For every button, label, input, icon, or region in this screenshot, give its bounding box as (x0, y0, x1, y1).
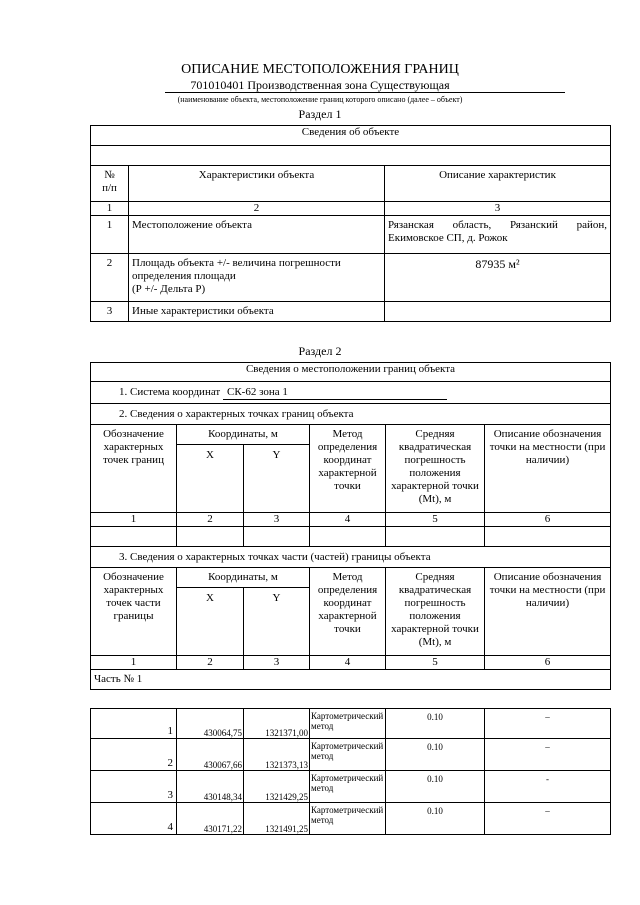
coordinate-system-label: 1. Система координат (119, 386, 221, 398)
object-name-note: (наименование объекта, местоположение границ которого описано (далее – объект) (177, 95, 463, 104)
description-header: Описание обозначения точки на местности (при наличии) (485, 568, 611, 656)
index-cell: 2 (177, 513, 244, 527)
col-desc-header: Описание характеристик (385, 166, 611, 202)
index-cell: 2 (129, 202, 385, 216)
object-info-caption: Сведения об объекте (91, 126, 611, 146)
col-number-header: № п/п (91, 166, 129, 202)
point-accuracy: 0.10 (386, 803, 485, 835)
table-row: 3 Иные характеристики объекта (91, 302, 611, 322)
designation-header: Обозначение характерных точек границ (91, 425, 177, 513)
point-x: 430171,22 (177, 803, 244, 835)
coords-header: Координаты, м (177, 425, 310, 445)
index-cell: 2 (177, 656, 244, 670)
point-method: Картометрический метод (310, 739, 386, 771)
point-accuracy: 0.10 (386, 709, 485, 739)
point-accuracy: 0.10 (386, 739, 485, 771)
object-name-underline (165, 92, 565, 93)
point-y: 1321373,13 (244, 739, 310, 771)
designation-part-header: Обозначение характерных точек части границы (91, 568, 177, 656)
point-y: 1321491,25 (244, 803, 310, 835)
area-value: 87935 м² (385, 254, 611, 302)
point-number: 4 (91, 803, 177, 835)
point-number: 1 (91, 709, 177, 739)
table-row (91, 739, 611, 771)
boundary-table (90, 362, 611, 690)
table-row: 1 Местоположение объекта Рязанская область, Рязанский район, Екимовское СП, д. Рожок (91, 216, 611, 254)
location-value: Рязанская область, Рязанский район, Екимовское СП, д. Рожок (385, 216, 611, 254)
page-title: ОПИСАНИЕ МЕСТОПОЛОЖЕНИЯ ГРАНИЦ (181, 62, 459, 77)
table-row (91, 803, 611, 835)
point-description: – (485, 739, 611, 771)
index-cell: 1 (91, 513, 177, 527)
index-cell: 3 (244, 656, 310, 670)
x-header: X (177, 588, 244, 656)
point-y: 1321371,00 (244, 709, 310, 739)
empty-row (91, 146, 611, 166)
section1-title: Раздел 1 (298, 107, 342, 121)
index-cell: 6 (485, 513, 611, 527)
accuracy-header: Средняя квадратическая погрешность положения характерной точки (Mt), м (386, 425, 485, 513)
points-title: 2. Сведения о характерных точках границ объекта (91, 404, 611, 425)
col-char-header: Характеристики объекта (129, 166, 385, 202)
point-method: Картометрический метод (310, 771, 386, 803)
point-description: – (485, 709, 611, 739)
points-table (90, 708, 611, 835)
y-header: Y (244, 445, 310, 513)
point-method: Картометрический метод (310, 803, 386, 835)
section2-title: Раздел 2 (298, 344, 342, 358)
index-cell: 3 (385, 202, 611, 216)
x-header: X (177, 445, 244, 513)
object-info-table (90, 125, 611, 322)
point-x: 430064,75 (177, 709, 244, 739)
y-header: Y (244, 588, 310, 656)
index-cell: 5 (386, 656, 485, 670)
index-cell: 1 (91, 202, 129, 216)
parts-title: 3. Сведения о характерных точках части (частей) границы объекта (91, 547, 611, 568)
index-cell: 4 (310, 656, 386, 670)
coordinate-system-value: СК-62 зона 1 (223, 386, 447, 400)
table-row (91, 709, 611, 739)
index-cell: 4 (310, 513, 386, 527)
table-row: 2 Площадь объекта +/- величина погрешности определения площади (Р +/- Дельта Р) 87935 м² (91, 254, 611, 302)
table-row (91, 771, 611, 803)
coordinate-system-row (91, 382, 611, 404)
method-header: Метод определения координат характерной точки (310, 568, 386, 656)
part-label: Часть № 1 (91, 670, 611, 690)
accuracy-header: Средняя квадратическая погрешность положения характерной точки (Mt), м (386, 568, 485, 656)
point-x: 430067,66 (177, 739, 244, 771)
point-number: 2 (91, 739, 177, 771)
index-cell: 3 (244, 513, 310, 527)
point-x: 430148,34 (177, 771, 244, 803)
point-number: 3 (91, 771, 177, 803)
index-cell: 6 (485, 656, 611, 670)
boundary-caption: Сведения о местоположении границ объекта (91, 363, 611, 382)
object-name: 701010401 Производственная зона Существующая (190, 78, 450, 92)
point-accuracy: 0.10 (386, 771, 485, 803)
point-description: - (485, 771, 611, 803)
point-description: – (485, 803, 611, 835)
coords-header: Координаты, м (177, 568, 310, 588)
description-header: Описание обозначения точки на местности (при наличии) (485, 425, 611, 513)
point-method: Картометрический метод (310, 709, 386, 739)
method-header: Метод определения координат характерной точки (310, 425, 386, 513)
index-cell: 1 (91, 656, 177, 670)
point-y: 1321429,25 (244, 771, 310, 803)
empty-row (91, 527, 611, 547)
index-cell: 5 (386, 513, 485, 527)
